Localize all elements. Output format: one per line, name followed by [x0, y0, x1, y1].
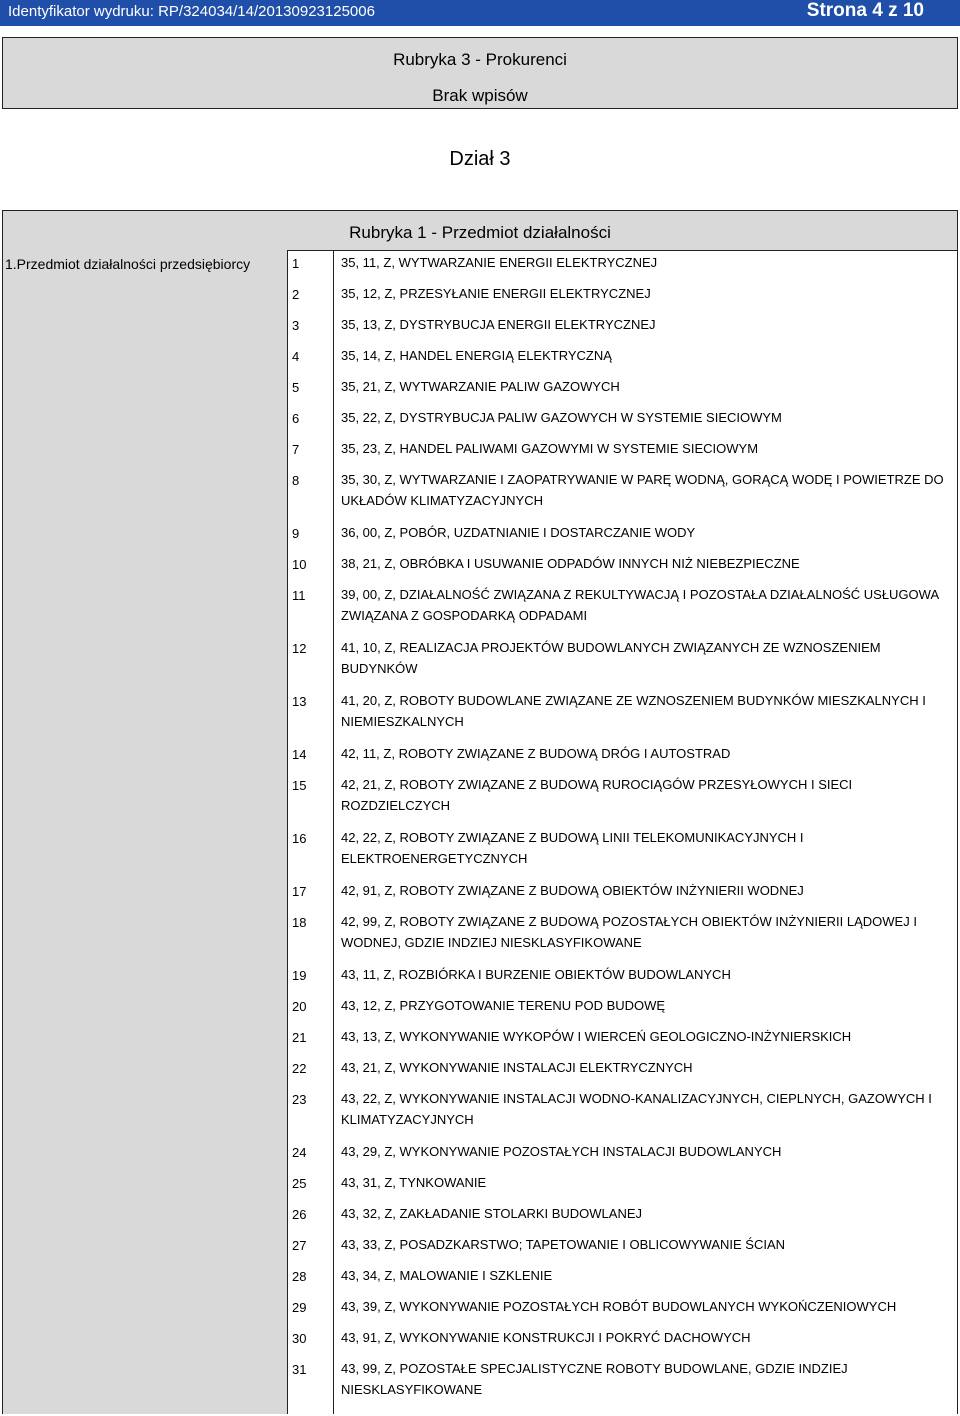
entry-number: 30: [292, 1331, 307, 1346]
page-number: Strona 4 z 10: [806, 0, 924, 21]
entry-description: 43, 21, Z, WYKONYWANIE INSTALACJI ELEKTRYCZNYCH: [341, 1060, 693, 1075]
content-column: [334, 250, 958, 1414]
entry-number: 9: [292, 526, 300, 541]
entry-description: 35, 23, Z, HANDEL PALIWAMI GAZOWYMI W SYSTEMIE SIECIOWYM: [341, 441, 759, 456]
entry-description: 43, 31, Z, TYNKOWANIE: [341, 1175, 487, 1190]
entry-number: 20: [292, 999, 307, 1014]
entry-number: 24: [292, 1145, 307, 1160]
entry-description: 35, 21, Z, WYTWARZANIE PALIW GAZOWYCH: [341, 379, 620, 394]
left-label-column: [2, 250, 288, 1414]
entry-description: 41, 20, Z, ROBOTY BUDOWLANE ZWIĄZANE ZE WZNOSZENIEM BUDYNKÓW MIESZKALNYCH I NIEMIESZKALNYCH: [341, 693, 926, 729]
entry-number: 5: [292, 380, 300, 395]
entry-number: 26: [292, 1207, 307, 1222]
entry-description: 39, 00, Z, DZIAŁALNOŚĆ ZWIĄZANA Z REKULTYWACJĄ I POZOSTAŁA DZIAŁALNOŚĆ USŁUGOWA ZWIĄZANA Z GOSPODARKĄ ODPADAMI: [341, 587, 939, 623]
entry-description: 35, 12, Z, PRZESYŁANIE ENERGII ELEKTRYCZNEJ: [341, 286, 651, 301]
entry-number: 8: [292, 473, 300, 488]
entry-number: 17: [292, 884, 307, 899]
entry-description: 43, 34, Z, MALOWANIE I SZKLENIE: [341, 1268, 553, 1283]
entry-number: 6: [292, 411, 300, 426]
entry-number: 29: [292, 1300, 307, 1315]
entry-number: 15: [292, 778, 307, 793]
entry-description: 43, 91, Z, WYKONYWANIE KONSTRUKCJI I POKRYĆ DACHOWYCH: [341, 1330, 751, 1345]
entry-description: 43, 22, Z, WYKONYWANIE INSTALACJI WODNO-KANALIZACYJNYCH, CIEPLNYCH, GAZOWYCH I KLIMATYZACYJNYCH: [341, 1091, 932, 1127]
entry-description: 43, 39, Z, WYKONYWANIE POZOSTAŁYCH ROBÓT BUDOWLANYCH WYKOŃCZENIOWYCH: [341, 1299, 897, 1314]
left-label: 1.Przedmiot działalności przedsiębiorcy: [5, 256, 251, 272]
entry-description: 42, 99, Z, ROBOTY ZWIĄZANE Z BUDOWĄ POZOSTAŁYCH OBIEKTÓW INŻYNIERII LĄDOWEJ I WODNEJ, GDZIE INDZIEJ NIESKLASYFIKOWANE: [341, 914, 917, 950]
dzial-heading: Dział 3: [449, 148, 511, 170]
entry-description: 35, 13, Z, DYSTRYBUCJA ENERGII ELEKTRYCZNEJ: [341, 317, 656, 332]
entry-number: 2: [292, 287, 300, 302]
entry-description: 43, 11, Z, ROZBIÓRKA I BURZENIE OBIEKTÓW BUDOWLANYCH: [341, 967, 731, 982]
rubryka-title: Rubryka 1 - Przedmiot działalności: [349, 223, 611, 242]
number-column: [288, 250, 334, 1414]
entry-description: 35, 30, Z, WYTWARZANIE I ZAOPATRYWANIE W PARĘ WODNĄ, GORĄCĄ WODĘ I POWIETRZE DO UKŁADÓW KLIMATYZACYJNYCH: [341, 472, 944, 508]
entry-description: 43, 12, Z, PRZYGOTOWANIE TERENU POD BUDOWĘ: [341, 998, 666, 1013]
entry-description: 41, 10, Z, REALIZACJA PROJEKTÓW BUDOWLANYCH ZWIĄZANYCH ZE WZNOSZENIEM BUDYNKÓW: [341, 640, 881, 676]
entry-description: 42, 11, Z, ROBOTY ZWIĄZANE Z BUDOWĄ DRÓG I AUTOSTRAD: [341, 746, 731, 761]
entry-description: 36, 00, Z, POBÓR, UZDATNIANIE I DOSTARCZANIE WODY: [341, 525, 696, 540]
entry-description: 35, 14, Z, HANDEL ENERGIĄ ELEKTRYCZNĄ: [341, 348, 612, 363]
entry-number: 13: [292, 694, 307, 709]
entry-number: 16: [292, 831, 307, 846]
entry-description: 35, 22, Z, DYSTRYBUCJA PALIW GAZOWYCH W SYSTEMIE SIECIOWYM: [341, 410, 782, 425]
entry-number: 14: [292, 747, 307, 762]
entry-description: 42, 21, Z, ROBOTY ZWIĄZANE Z BUDOWĄ RUROCIĄGÓW PRZESYŁOWYCH I SIECI ROZDZIELCZYCH: [341, 777, 853, 813]
section-status: Brak wpisów: [432, 86, 528, 105]
print-identifier: Identyfikator wydruku: RP/324034/14/20130923125006: [8, 3, 375, 20]
entry-number: 11: [292, 588, 306, 603]
entry-number: 22: [292, 1061, 307, 1076]
entry-description: 43, 29, Z, WYKONYWANIE POZOSTAŁYCH INSTALACJI BUDOWLANYCH: [341, 1144, 782, 1159]
section-prokurenci: [2, 37, 958, 109]
print-header-bar: [0, 0, 960, 26]
entry-number: 12: [292, 641, 307, 656]
entry-number: 4: [292, 349, 300, 364]
entry-number: 28: [292, 1269, 307, 1284]
entry-description: 38, 21, Z, OBRÓBKA I USUWANIE ODPADÓW INNYCH NIŻ NIEBEZPIECZNE: [341, 556, 800, 571]
entry-number: 21: [292, 1030, 307, 1045]
entry-number: 25: [292, 1176, 307, 1191]
entry-number: 18: [292, 915, 307, 930]
section-title: Rubryka 3 - Prokurenci: [393, 50, 567, 69]
entry-number: 27: [292, 1238, 307, 1253]
entry-description: 35, 11, Z, WYTWARZANIE ENERGII ELEKTRYCZNEJ: [341, 255, 658, 270]
entry-description: 43, 33, Z, POSADZKARSTWO; TAPETOWANIE I OBLICOWYWANIE ŚCIAN: [341, 1237, 786, 1252]
entry-description: 42, 22, Z, ROBOTY ZWIĄZANE Z BUDOWĄ LINII TELEKOMUNIKACYJNYCH I ELEKTROENERGETYCZNYCH: [341, 830, 804, 866]
entry-number: 31: [292, 1362, 307, 1377]
entry-number: 10: [292, 557, 307, 572]
entry-description: 42, 91, Z, ROBOTY ZWIĄZANE Z BUDOWĄ OBIEKTÓW INŻYNIERII WODNEJ: [341, 883, 804, 898]
entry-number: 19: [292, 968, 307, 983]
entry-description: 43, 99, Z, POZOSTAŁE SPECJALISTYCZNE ROBOTY BUDOWLANE, GDZIE INDZIEJ NIESKLASYFIKOWANE: [341, 1361, 848, 1397]
entry-number: 3: [292, 318, 300, 333]
entry-description: 43, 32, Z, ZAKŁADANIE STOLARKI BUDOWLANEJ: [341, 1206, 643, 1221]
entry-number: 23: [292, 1092, 307, 1107]
entry-number: 1: [292, 256, 300, 271]
section-title-bar: [2, 210, 958, 251]
entry-number: 7: [292, 442, 300, 457]
entry-description: 43, 13, Z, WYKONYWANIE WYKOPÓW I WIERCEŃ GEOLOGICZNO-INŻYNIERSKICH: [341, 1029, 852, 1044]
